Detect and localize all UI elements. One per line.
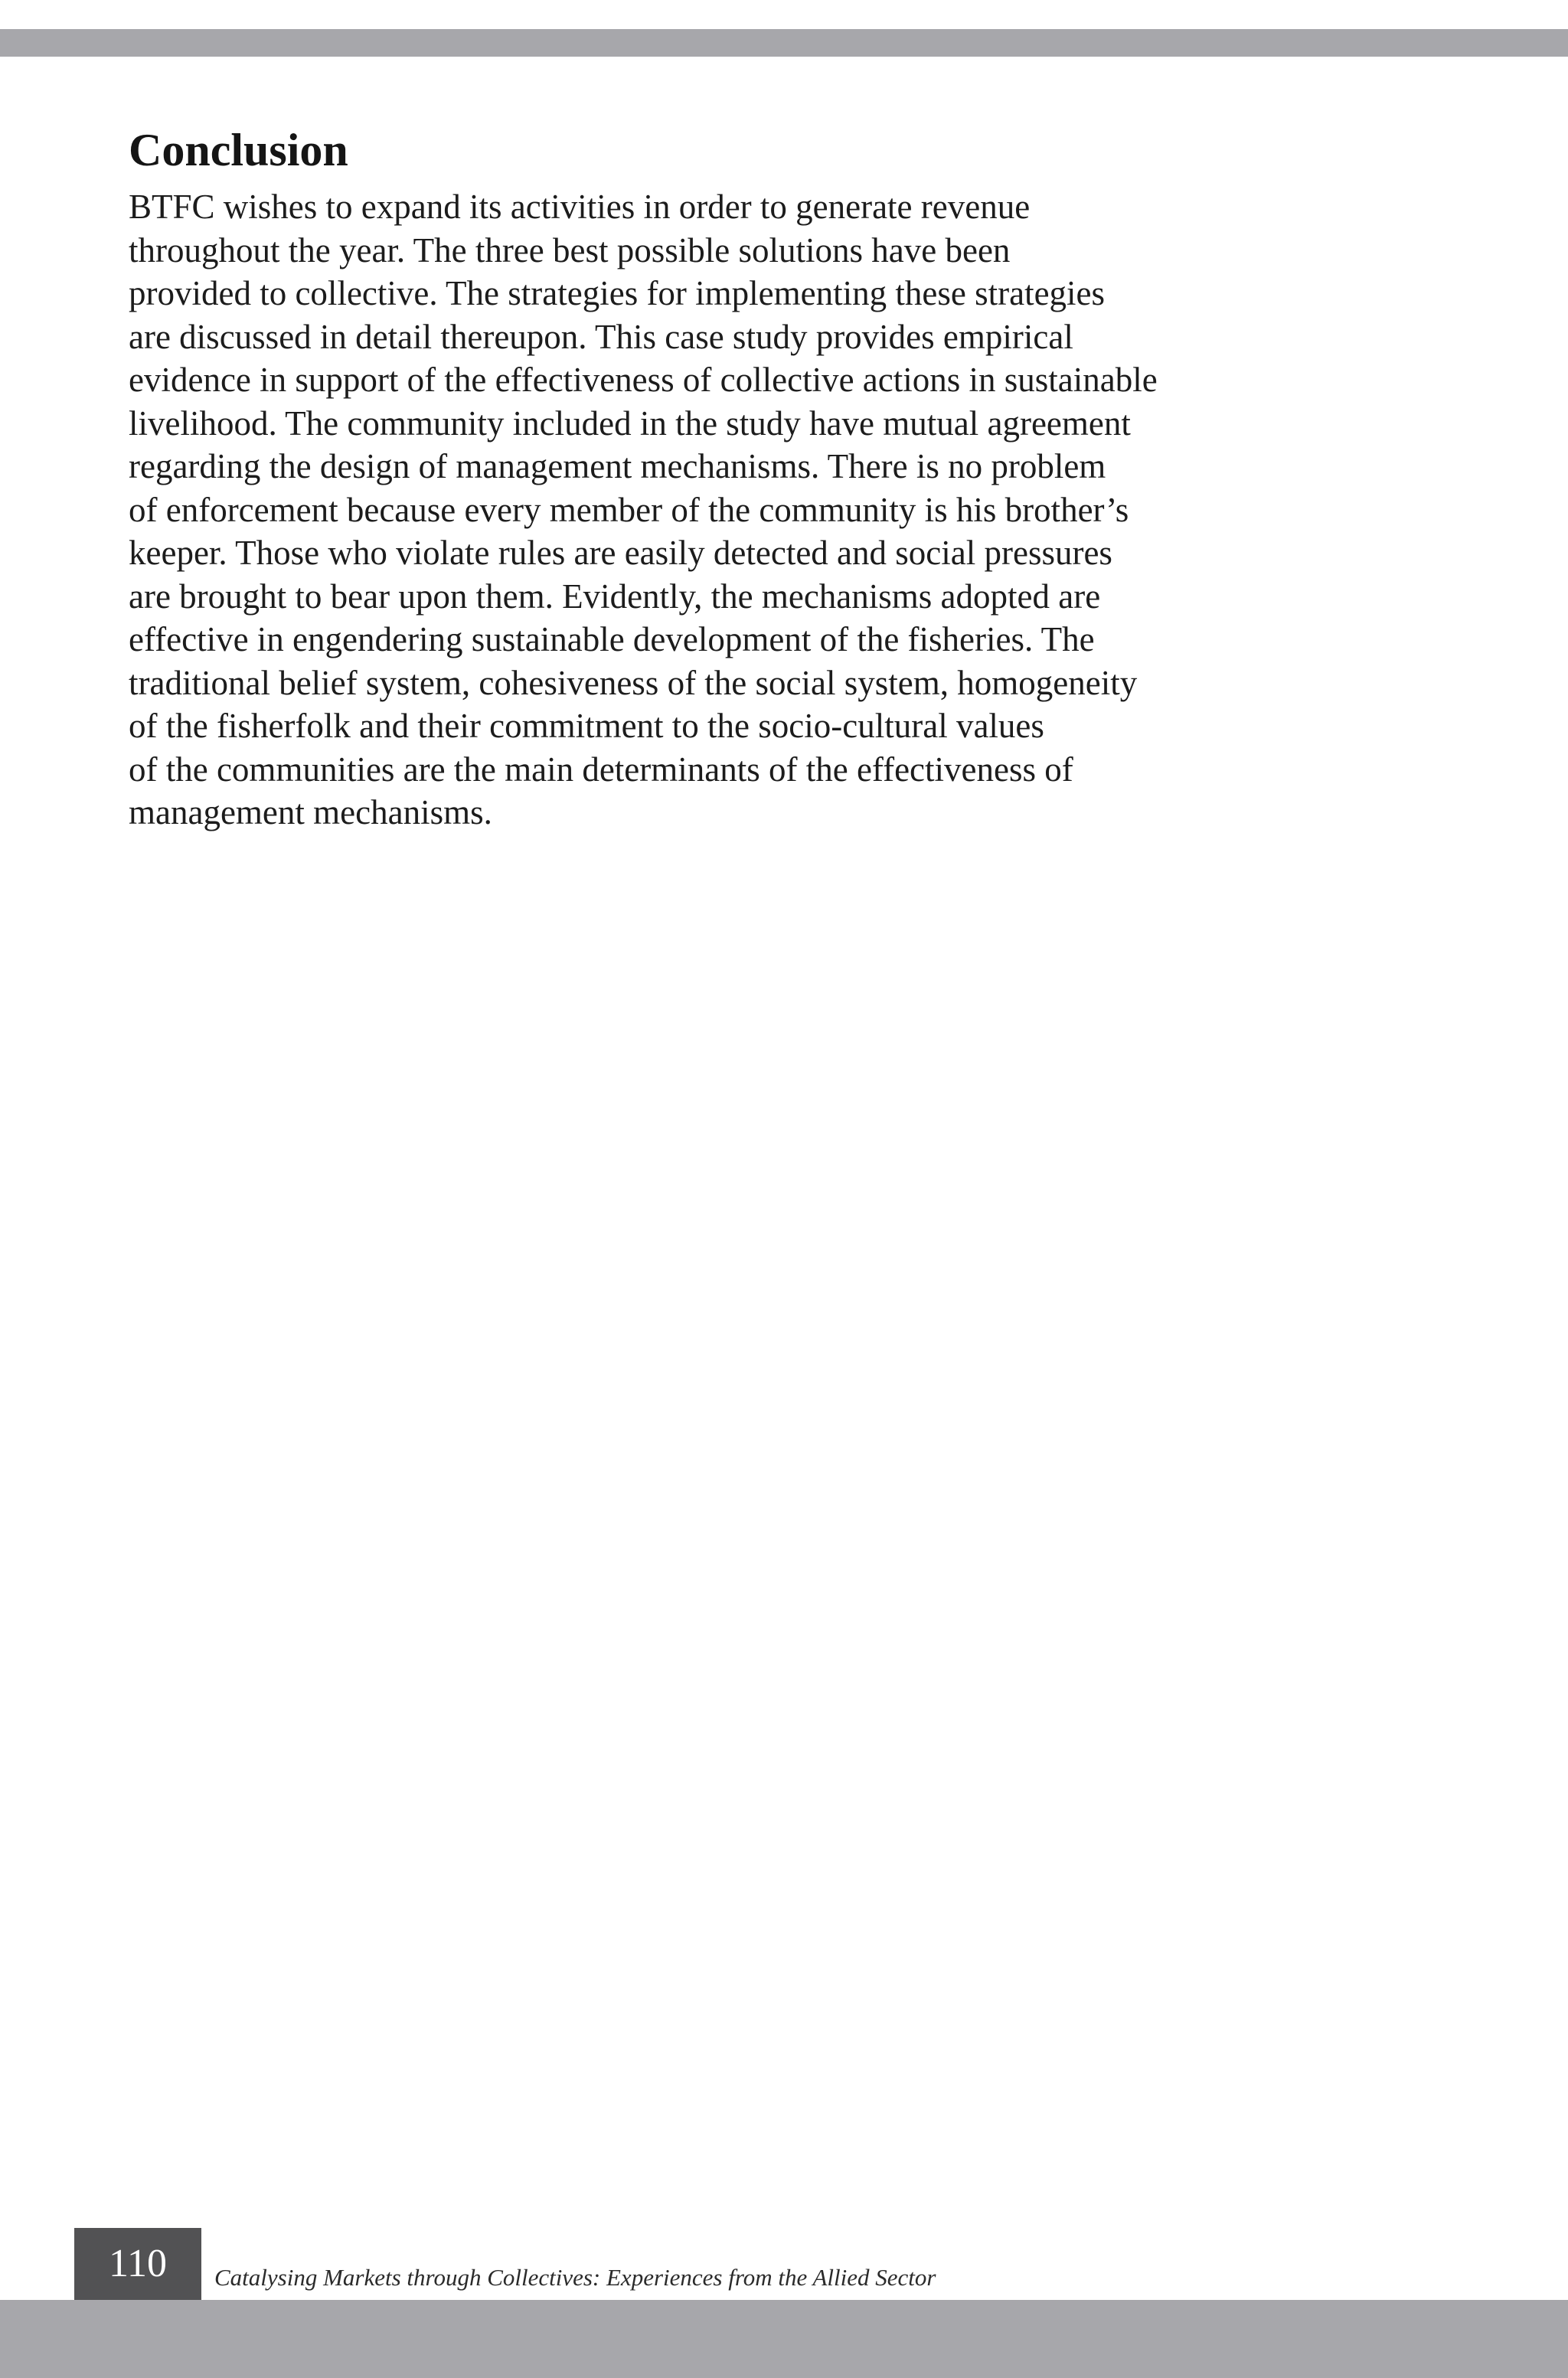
paragraph-line: livelihood. The community included in the study have mutual agreement xyxy=(129,403,1131,443)
main-content xyxy=(129,115,1323,835)
paragraph-line: BTFC wishes to expand its activities in order to generate revenue xyxy=(129,188,1031,226)
paragraph-line: throughout the year. The three best possible solutions have been xyxy=(129,230,1011,269)
paragraph-line: effective in engendering sustainable development of the fisheries. The xyxy=(129,620,1095,658)
page-number: 110 xyxy=(74,2228,201,2300)
paragraph-line: are brought to bear upon them. Evidently, the mechanisms adopted are xyxy=(129,577,1101,616)
body-paragraph xyxy=(129,185,1323,835)
paragraph-line: evidence in support of the effectiveness of collective actions in sustainable xyxy=(129,361,1158,399)
paragraph-line: keeper. Those who violate rules are easily detected and social pressures xyxy=(129,534,1112,572)
paragraph-line: management mechanisms. xyxy=(129,793,492,831)
paragraph-line: provided to collective. The strategies for implementing these strategies xyxy=(129,274,1106,312)
running-footer-title: Catalysing Markets through Collectives: Experiences from the Allied Sector xyxy=(214,2264,936,2291)
top-decorative-band xyxy=(0,29,1568,57)
paragraph-line: of the fisherfolk and their commitment to the socio-cultural values xyxy=(129,707,1044,745)
bottom-decorative-band xyxy=(0,2300,1568,2378)
paragraph-line: of the communities are the main determinants of the effectiveness of xyxy=(129,750,1073,789)
paragraph-line: regarding the design of management mechanisms. There is no problem xyxy=(129,447,1106,485)
paragraph-line: are discussed in detail thereupon. This case study provides empirical xyxy=(129,317,1073,356)
paragraph-line: traditional belief system, cohesiveness of the social system, homogeneity xyxy=(129,663,1138,702)
section-heading: Conclusion xyxy=(129,125,348,175)
paragraph-line: of enforcement because every member of the community is his brother’s xyxy=(129,490,1129,529)
